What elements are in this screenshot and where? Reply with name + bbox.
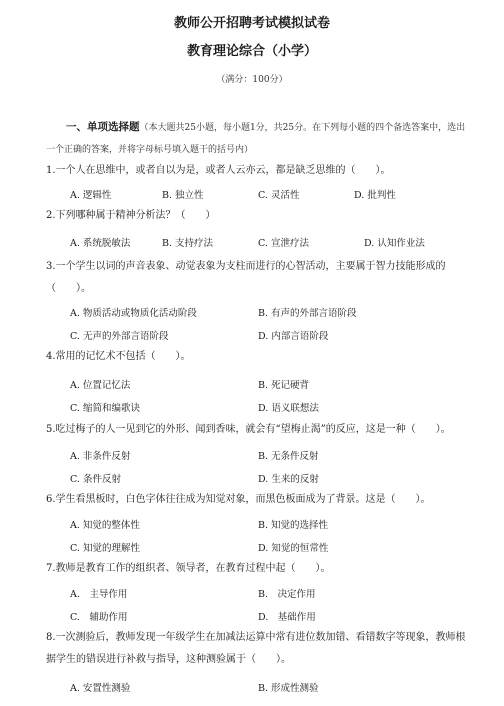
exam-title: 教师公开招聘考试模拟试卷 (173, 16, 330, 31)
question-stem: 8.一次测验后，教师发现一年级学生在加减法运算中常有进位数加错、看错数字等现象，教师根据学生的错误进行补救与指导，这种测验属于（ ）。 (46, 632, 466, 665)
question-option[interactable]: C. 灵活性 (258, 190, 300, 201)
question-option[interactable]: C. 辅助作用 (70, 612, 128, 623)
section-instructions (46, 116, 466, 161)
question-option[interactable]: A. 主导作用 (70, 589, 128, 600)
question-option[interactable]: D. 认知作业法 (364, 238, 425, 249)
question-option[interactable]: D. 生来的反射 (258, 474, 319, 485)
question-option[interactable]: B. 独立性 (162, 190, 204, 201)
question-option[interactable]: C. 无声的外部言语阶段 (70, 331, 169, 342)
question-option[interactable]: A. 非条件反射 (70, 451, 131, 462)
question-option[interactable]: D. 内部言语阶段 (258, 331, 329, 342)
question-stem: 1.一个人在思维中，或者自以为是，或者人云亦云，都是缺乏思维的（ ）。 (46, 165, 391, 176)
section-heading: 一、单项选择题 (66, 121, 140, 133)
question-option[interactable]: B. 死记硬背 (258, 380, 310, 391)
question-option[interactable]: A. 系统脱敏法 (70, 238, 131, 249)
question-option[interactable]: B. 知觉的选择性 (258, 520, 329, 531)
question-option[interactable]: A. 安置性测验 (70, 683, 131, 694)
question-option[interactable]: A. 物质活动或物质化活动阶段 (70, 308, 197, 319)
question-stem: 5.吃过梅子的人一见到它的外形、闻到香味，就会有“望梅止渴”的反应，这是一种（ ）。 (46, 424, 451, 435)
question-option[interactable]: B. 形成性测验 (258, 683, 319, 694)
question-option[interactable]: B. 无条件反射 (258, 451, 319, 462)
question-option[interactable]: D. 语义联想法 (258, 403, 319, 414)
question-stem: 2.下列哪种属于精神分析法？（ ） (46, 210, 216, 221)
question-stem: 7.教师是教育工作的组织者、领导者，在教育过程中起（ ）。 (46, 563, 331, 574)
question-option[interactable]: B. 有声的外部言语阶段 (258, 308, 357, 319)
question-stem: 3.一个学生以词的声音表象、动觉表象为支柱而进行的心智活动，主要属于智力技能形成的（ ）。 (46, 261, 446, 294)
question-option[interactable]: A. 位置记忆法 (70, 380, 131, 391)
question-option[interactable]: D. 知觉的恒常性 (258, 543, 329, 554)
question-option[interactable]: B. 决定作用 (258, 589, 316, 600)
question-option[interactable]: C. 知觉的理解性 (70, 543, 140, 554)
exam-subtitle: 教育理论综合（小学） (186, 44, 317, 59)
question-option[interactable]: C. 缩简和编歌诀 (70, 403, 140, 414)
question-option[interactable]: D. 批判性 (354, 190, 396, 201)
question-option[interactable]: C. 宣泄疗法 (258, 238, 309, 249)
question-stem: 4.常用的记忆术不包括（ ）。 (46, 351, 191, 362)
question-option[interactable]: C. 条件反射 (70, 474, 121, 485)
section-note: （本大题共25小题，每小题1分，共25分。在下列每小题的四个备选答案中，选出一个正确的答案，并将字母标号填入题干的括号内） (46, 123, 466, 155)
question-option[interactable]: B. 支持疗法 (162, 238, 214, 249)
question-option[interactable]: A. 逻辑性 (70, 190, 112, 201)
score-note: （满分：100分） (216, 75, 288, 85)
question-option[interactable]: A. 知觉的整体性 (70, 520, 140, 531)
question-stem: 6.学生看黑板时，白色字体往往成为知觉对象，而黑色板面成为了背景。这是（ ）。 (46, 494, 431, 505)
question-option[interactable]: D. 基础作用 (258, 612, 316, 623)
